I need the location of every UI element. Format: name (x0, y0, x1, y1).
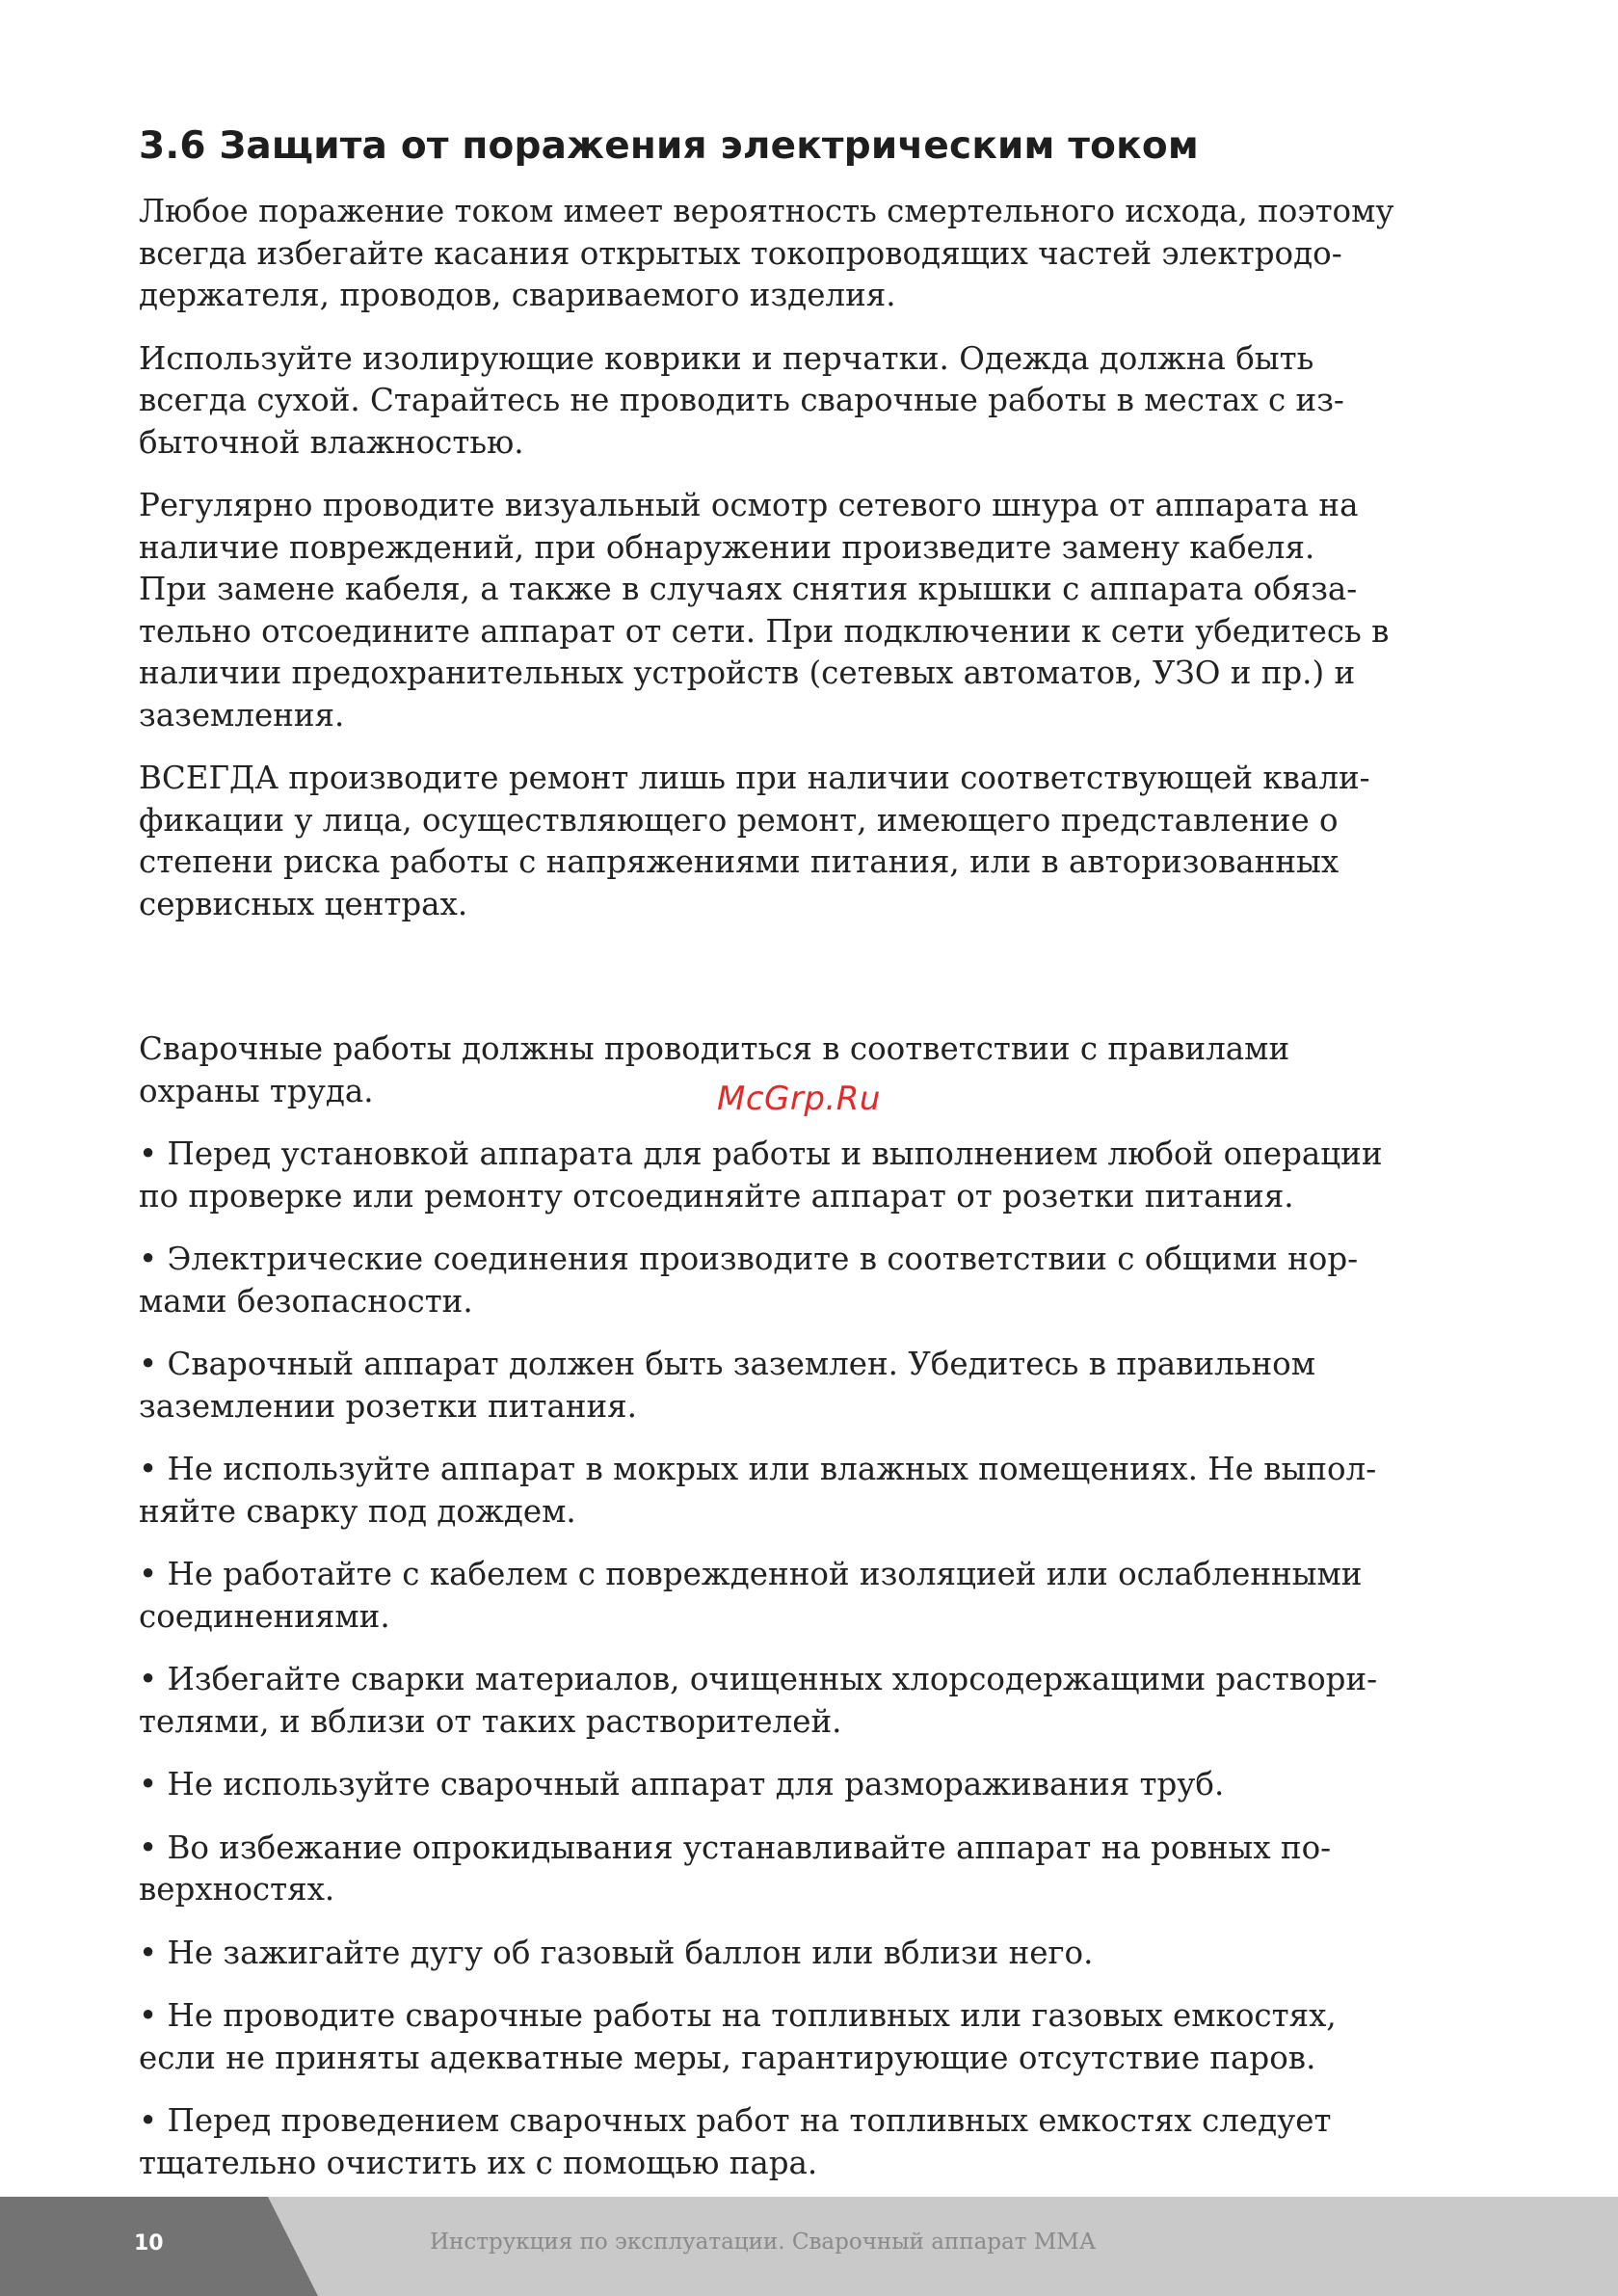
safety-item: • Не проводите сварочные работы на топливных или газовых емкостях, если не приняты адекватные меры, гарантирующие отсутствие паров. (139, 1997, 1337, 2076)
safety-item: • Не работайте с кабелем с поврежденной изоляцией или ослабленными соединениями. (139, 1556, 1363, 1635)
safety-item: • Избегайте сварки материалов, очищенных хлорсодержащими раствори- телями, и вблизи от таких растворителей. (139, 1661, 1378, 1740)
page-footer (0, 2197, 1618, 2296)
safety-item: • Перед проведением сварочных работ на топливных емкостях следует тщательно очистить их с помощью пара. (139, 2102, 1332, 2181)
safety-item: • Электрические соединения производите в соответствии с общими нор- мами безопасности. (139, 1241, 1359, 1320)
safety-item: • Не используйте сварочный аппарат для размораживания труб. (139, 1766, 1225, 1802)
section-heading: 3.6 Защита от поражения электрическим током (139, 124, 1199, 168)
document-body (139, 123, 1488, 2205)
footer-title: Инструкция по эксплуатации. Сварочный аппарат ММА (430, 2229, 1097, 2255)
page-number: 10 (134, 2231, 164, 2256)
safety-intro: Сварочные работы должны проводиться в соответствии с правилами охраны труда. (139, 1030, 1290, 1109)
watermark: McGrp.Ru (717, 1080, 881, 1118)
safety-item: • Во избежание опрокидывания устанавливайте аппарат на ровных по- верхностях. (139, 1829, 1332, 1908)
paragraph-repair: ВСЕГДА производите ремонт лишь при наличии соответствующей квали- фикации у лица, осуществляющего ремонт, имеющего представление о степени риска работы с напряжениями питания, или в авторизованных сервисных центрах. (139, 760, 1370, 922)
paragraph-electric-shock: Любое поражение током имеет вероятность смертельного исхода, поэтому всегда избегайте касания открытых токопроводящих частей электродо- держателя, проводов, свариваемого изделия. (139, 193, 1394, 313)
paragraph-cable-inspection: Регулярно проводите визуальный осмотр сетевого шнура от аппарата на наличие повреждений, при обнаружении произведите замену кабеля. При замене кабеля, а также в случаях снятия крышки с аппарата обяза- тельно отсоедините аппарат от сети. При подключении к сети убедитесь в наличии предохранительных устройств (сетевых автоматов, УЗО и пр.) и заземления. (139, 487, 1390, 734)
safety-item: • Сварочный аппарат должен быть заземлен. Убедитесь в правильном заземлении розетки питания. (139, 1346, 1315, 1425)
safety-item: • Перед установкой аппарата для работы и выполнением любой операции по проверке или ремонту отсоединяйте аппарат от розетки питания. (139, 1135, 1383, 1215)
paragraph-insulation: Используйте изолирующие коврики и перчатки. Одежда должна быть всегда сухой. Старайтесь не проводить сварочные работы в местах с из- быточной влажностью. (139, 339, 1344, 461)
safety-item: • Не используйте аппарат в мокрых или влажных помещениях. Не выпол- няйте сварку под дождем. (139, 1451, 1377, 1530)
section-spacer (139, 947, 1488, 1028)
safety-item: • Не зажигайте дугу об газовый баллон или вблизи него. (139, 1934, 1094, 1971)
